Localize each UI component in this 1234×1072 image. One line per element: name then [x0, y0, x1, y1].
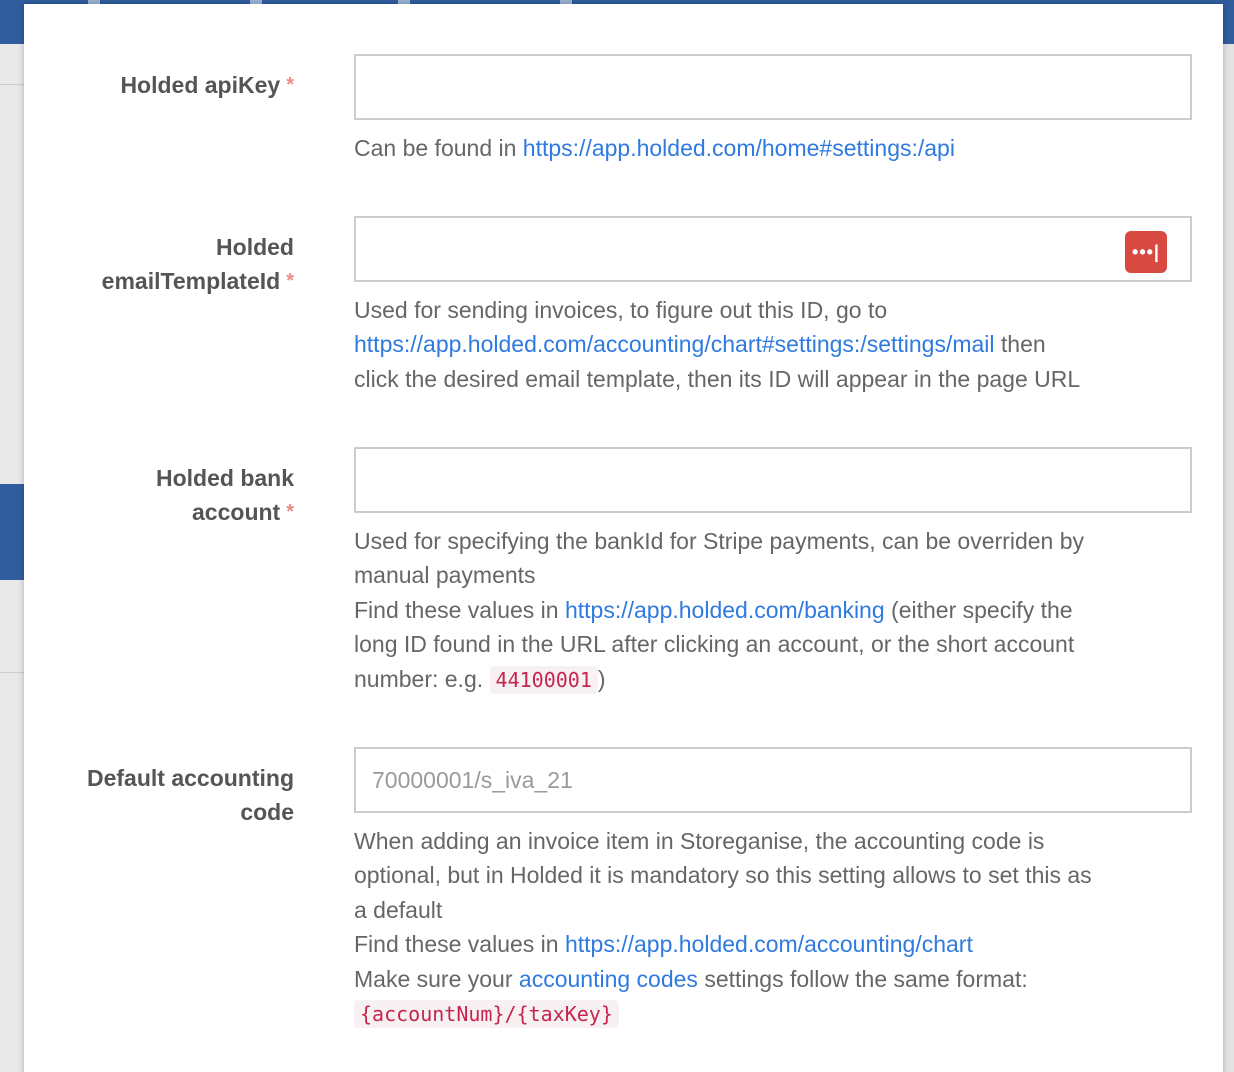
example-account-code: 44100001: [490, 666, 598, 694]
api-settings-link[interactable]: https://app.holded.com/home#settings:/api: [522, 135, 955, 161]
bank-account-label: Holded bank account *: [155, 465, 294, 525]
required-indicator: *: [286, 501, 294, 523]
accounting-codes-link[interactable]: accounting codes: [518, 965, 698, 992]
background-sidebar-accent: [0, 484, 24, 580]
api-key-label: Holded apiKey *: [120, 72, 294, 98]
background-divider: [0, 84, 24, 85]
email-template-label: Holded emailTemplateId *: [101, 234, 294, 294]
bank-account-input[interactable]: [354, 447, 1192, 513]
settings-modal: [24, 4, 1223, 1072]
required-indicator: *: [286, 74, 294, 96]
banking-link[interactable]: https://app.holded.com/banking: [564, 596, 885, 623]
email-template-input[interactable]: [354, 216, 1192, 282]
mail-settings-link[interactable]: https://app.holded.com/accounting/chart#settings:/settings/mail: [354, 331, 995, 358]
format-code: {accountNum}/{taxKey}: [354, 1000, 619, 1028]
required-indicator: *: [286, 270, 294, 292]
accounting-code-label: Default accounting code: [86, 765, 294, 825]
accounting-chart-link[interactable]: https://app.holded.com/accounting/chart: [564, 931, 973, 958]
background-divider: [0, 672, 24, 673]
accounting-code-input[interactable]: [354, 747, 1192, 813]
api-key-input[interactable]: [354, 54, 1192, 120]
background-strip: [1223, 44, 1234, 1072]
dots-icon[interactable]: •••|: [1125, 231, 1167, 273]
api-key-help: Can be found in https://app.holded.com/home#settings:/api: [354, 135, 955, 161]
bank-account-help: Used for specifying the bankId for Stripe payments, can be overriden by manual payments Find these values in https://app.holded.com/banking (either specify the long ID found in the URL after clicking an account, or the short account number: e.g. 44100001 ): [354, 528, 1085, 692]
accounting-code-help: When adding an invoice item in Storeganise, the accounting code is optional, but in Holded it is mandatory so this setting allows to set this as a default Find these values in https://app.holded.com/accounting/chart Make sure your accounting codes settings follow the same format: {accountNum}/{taxKey}: [354, 828, 1092, 1027]
email-template-help: Used for sending invoices, to figure out this ID, go to https://app.holded.com/accounting/chart#settings:/settings/mail then click the desired email template, then its ID will appear in the page URL: [354, 297, 1081, 392]
